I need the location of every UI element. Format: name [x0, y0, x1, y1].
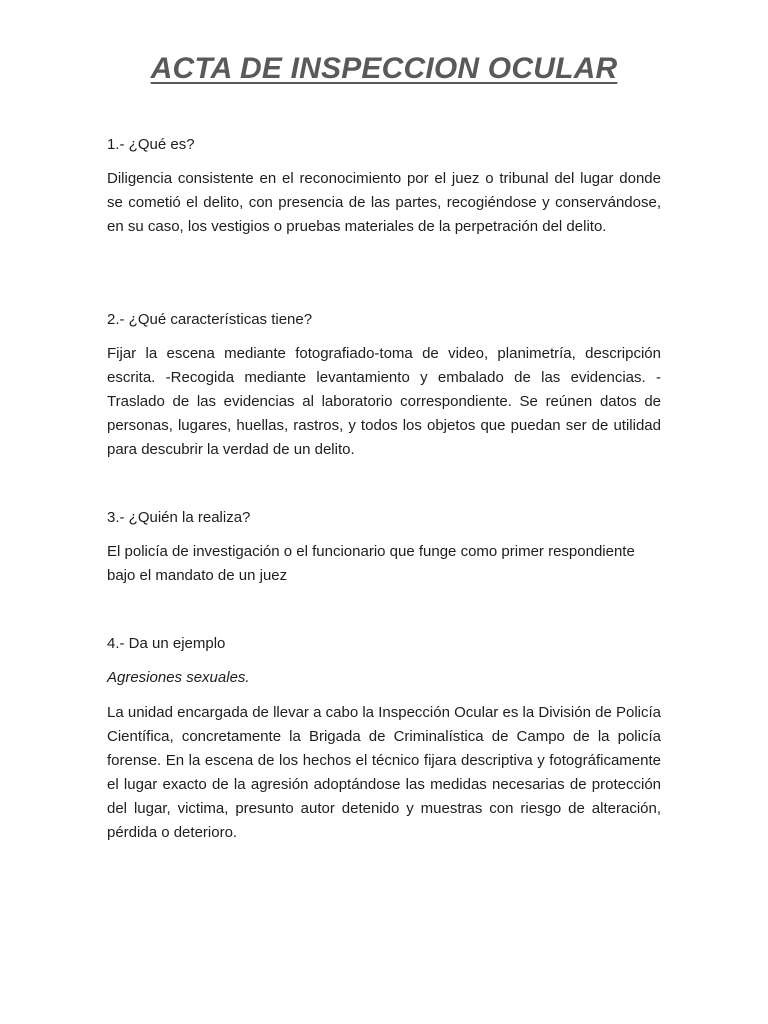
section-4-paragraph: La unidad encargada de llevar a cabo la Inspección Ocular es la División de Policía Científica, concretamente la Brigada de Criminalística de Campo de la policía forense. En la escena de los hechos el técnico fijara descriptiva y fotográficamente el lugar exacto de la agresión adoptándose las medidas necesarias de protección del lugar, victima, presunto autor detenido y muestras con riesgo de alteración, pérdida o deterioro. — [107, 704, 661, 841]
section-3-heading: 3.- ¿Quién la realiza? — [107, 509, 251, 526]
section-2-heading: 2.- ¿Qué características tiene? — [107, 311, 313, 328]
section-2-paragraph: Fijar la escena mediante fotografiado-toma de video, planimetría, descripción escrita. -Recogida mediante levantamiento y embalado de las evidencias. -Traslado de las evidencias al laboratorio correspondiente. Se reúnen datos de personas, lugares, huellas, rastros, y todos los objetos que puedan ser de utilidad para descubrir la verdad de un delito. — [107, 345, 661, 458]
document-title: ACTA DE INSPECCION OCULAR — [150, 52, 618, 85]
section-1-paragraph: Diligencia consistente en el reconocimiento por el juez o tribunal del lugar donde se cometió el delito, con presencia de las partes, recogiéndose y conservándose, en su caso, los vestigios o pruebas materiales de la perpetración del delito. — [107, 170, 661, 235]
section-1-heading: 1.- ¿Qué es? — [107, 136, 195, 153]
section-3-paragraph: El policía de investigación o el funcionario que funge como primer respondiente bajo el mandato de un juez — [107, 543, 635, 584]
section-4-example-title: Agresiones sexuales. — [107, 669, 250, 686]
section-4-heading: 4.- Da un ejemplo — [107, 635, 226, 652]
